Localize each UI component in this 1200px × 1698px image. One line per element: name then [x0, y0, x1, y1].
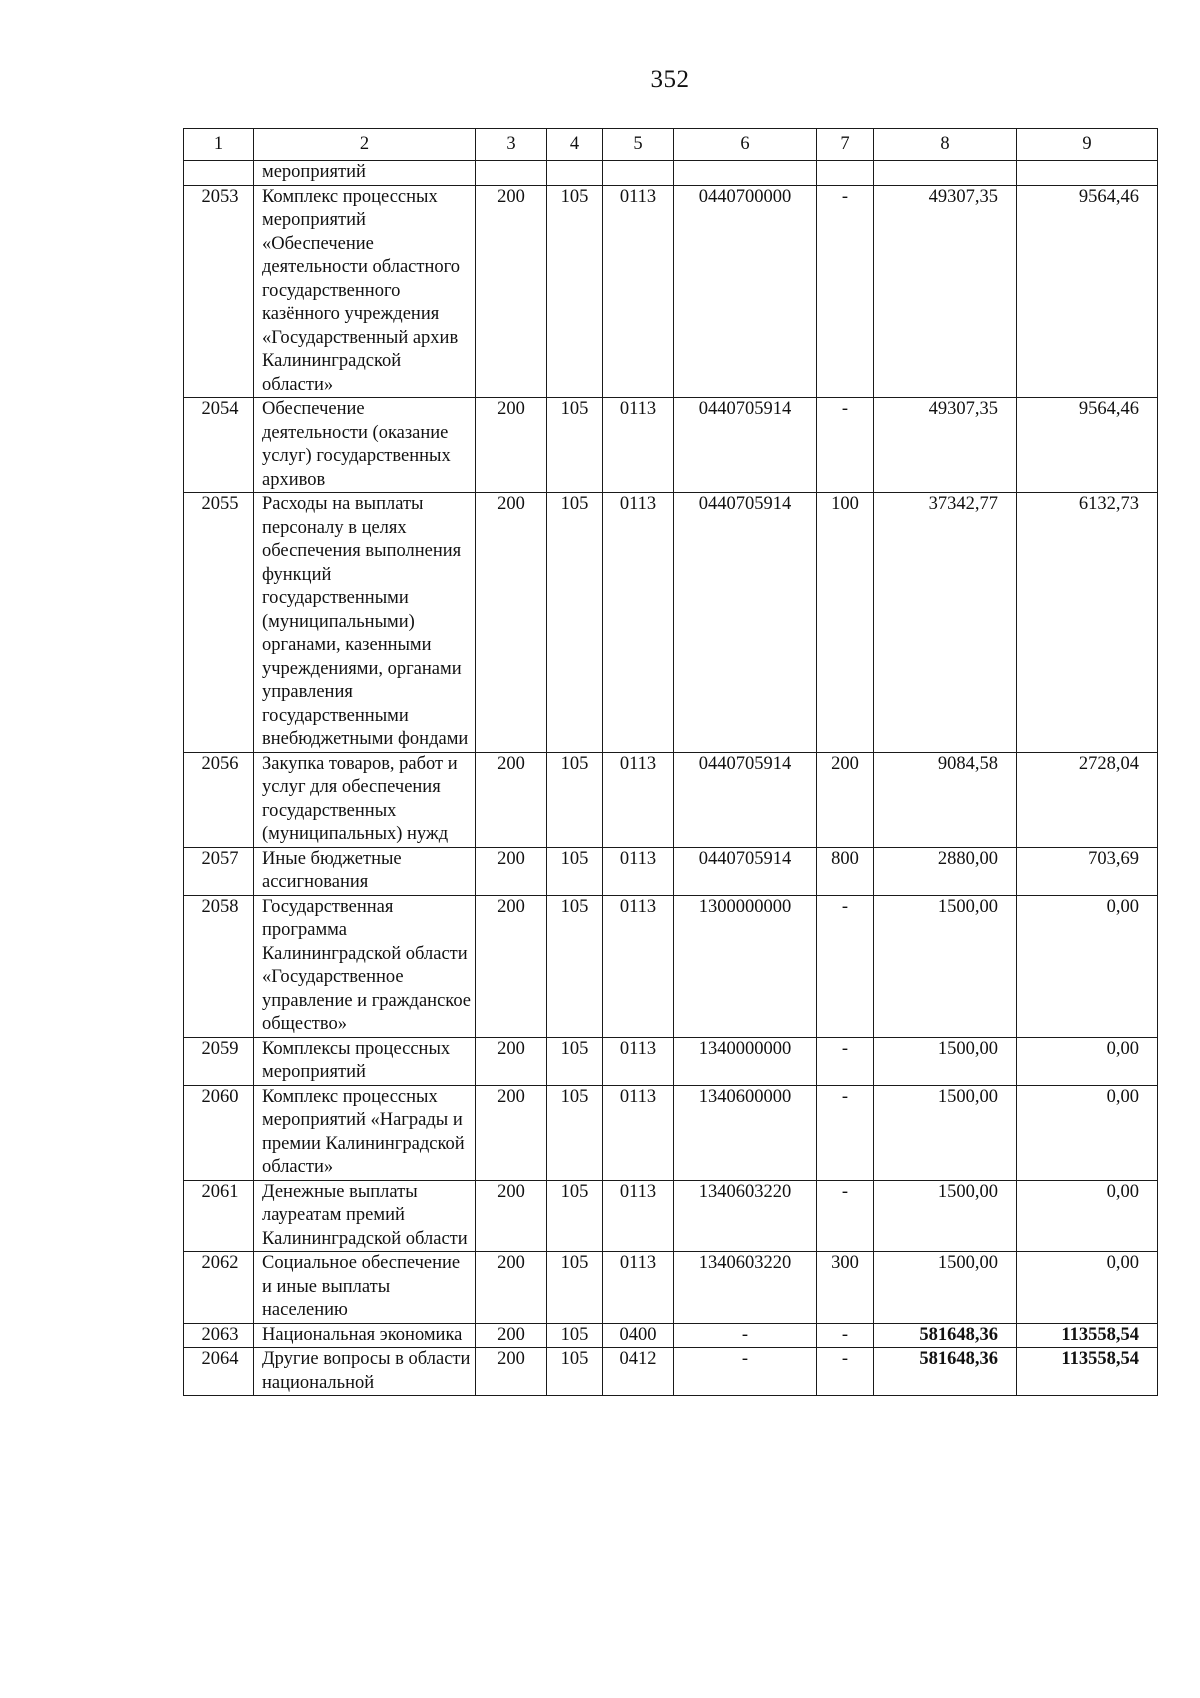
cell-col5: 0113	[603, 752, 674, 847]
row-id: 2061	[184, 1180, 254, 1252]
cell-col9: 703,69	[1017, 847, 1158, 895]
row-name: Обеспечение деятельности (оказание услуг) государственных архивов	[254, 398, 476, 493]
column-header: 3	[476, 129, 547, 161]
row-name: Социальное обеспечение и иные выплаты населению	[254, 1252, 476, 1324]
cell-col8: 49307,35	[874, 185, 1017, 398]
cell-col7: 100	[817, 493, 874, 753]
row-name: мероприятий	[254, 161, 476, 186]
cell-col4: 105	[547, 1252, 603, 1324]
cell-col3: 200	[476, 493, 547, 753]
cell-col9: 2728,04	[1017, 752, 1158, 847]
table-row	[184, 493, 1158, 753]
row-id: 2054	[184, 398, 254, 493]
cell-col5	[603, 161, 674, 186]
table-row	[184, 1180, 1158, 1252]
cell-col7: 800	[817, 847, 874, 895]
cell-col7: -	[817, 1037, 874, 1085]
cell-col3: 200	[476, 895, 547, 1037]
table-body	[184, 161, 1158, 1396]
cell-col9: 0,00	[1017, 1037, 1158, 1085]
budget-table	[183, 128, 1158, 1396]
table-row	[184, 185, 1158, 398]
cell-col7: 300	[817, 1252, 874, 1324]
cell-col4: 105	[547, 895, 603, 1037]
cell-col5: 0400	[603, 1323, 674, 1348]
row-id: 2063	[184, 1323, 254, 1348]
cell-col5: 0113	[603, 1180, 674, 1252]
cell-col3: 200	[476, 1085, 547, 1180]
table-row	[184, 752, 1158, 847]
cell-col8: 1500,00	[874, 895, 1017, 1037]
cell-col9: 0,00	[1017, 895, 1158, 1037]
cell-col4: 105	[547, 1037, 603, 1085]
column-header: 6	[674, 129, 817, 161]
cell-col3: 200	[476, 1323, 547, 1348]
cell-col9: 9564,46	[1017, 185, 1158, 398]
table-row	[184, 1348, 1158, 1396]
column-header: 2	[254, 129, 476, 161]
column-header: 9	[1017, 129, 1158, 161]
row-name: Другие вопросы в области национальной	[254, 1348, 476, 1396]
cell-col4	[547, 161, 603, 186]
cell-col4: 105	[547, 493, 603, 753]
cell-col6: 0440700000	[674, 185, 817, 398]
table-row	[184, 847, 1158, 895]
cell-col6: -	[674, 1348, 817, 1396]
cell-col3: 200	[476, 752, 547, 847]
row-id: 2056	[184, 752, 254, 847]
row-name: Иные бюджетные ассигнования	[254, 847, 476, 895]
row-id: 2062	[184, 1252, 254, 1324]
cell-col8	[874, 161, 1017, 186]
table-row	[184, 398, 1158, 493]
row-id: 2058	[184, 895, 254, 1037]
cell-col5: 0113	[603, 493, 674, 753]
cell-col7: -	[817, 398, 874, 493]
column-header: 4	[547, 129, 603, 161]
cell-col8: 1500,00	[874, 1085, 1017, 1180]
row-id: 2053	[184, 185, 254, 398]
page-number: 352	[650, 66, 690, 93]
cell-col7: -	[817, 1323, 874, 1348]
cell-col6: 0440705914	[674, 493, 817, 753]
cell-col9	[1017, 161, 1158, 186]
row-id: 2055	[184, 493, 254, 753]
cell-col9: 0,00	[1017, 1085, 1158, 1180]
cell-col8: 581648,36	[874, 1348, 1017, 1396]
row-name: Государственная программа Калининградской области «Государственное управление и гражданское общество»	[254, 895, 476, 1037]
cell-col8: 37342,77	[874, 493, 1017, 753]
cell-col6: 0440705914	[674, 847, 817, 895]
cell-col5: 0113	[603, 185, 674, 398]
row-id	[184, 161, 254, 186]
cell-col9: 0,00	[1017, 1180, 1158, 1252]
cell-col4: 105	[547, 185, 603, 398]
row-name: Национальная экономика	[254, 1323, 476, 1348]
cell-col5: 0412	[603, 1348, 674, 1396]
cell-col3: 200	[476, 1037, 547, 1085]
cell-col3: 200	[476, 1180, 547, 1252]
row-name: Комплекс процессных мероприятий «Награды и премии Калининградской области»	[254, 1085, 476, 1180]
row-name: Комплексы процессных мероприятий	[254, 1037, 476, 1085]
cell-col3: 200	[476, 1348, 547, 1396]
column-header: 7	[817, 129, 874, 161]
row-id: 2059	[184, 1037, 254, 1085]
cell-col8: 2880,00	[874, 847, 1017, 895]
cell-col8: 1500,00	[874, 1180, 1017, 1252]
cell-col7	[817, 161, 874, 186]
row-name: Комплекс процессных мероприятий «Обеспечение деятельности областного государственного казённого учреждения «Государственный архив Калининградской области»	[254, 185, 476, 398]
cell-col9: 9564,46	[1017, 398, 1158, 493]
cell-col4: 105	[547, 847, 603, 895]
cell-col6: 1340603220	[674, 1180, 817, 1252]
cell-col8: 9084,58	[874, 752, 1017, 847]
cell-col7: -	[817, 895, 874, 1037]
cell-col4: 105	[547, 752, 603, 847]
cell-col4: 105	[547, 398, 603, 493]
cell-col7: 200	[817, 752, 874, 847]
cell-col7: -	[817, 1085, 874, 1180]
cell-col5: 0113	[603, 398, 674, 493]
table-row	[184, 895, 1158, 1037]
row-name: Денежные выплаты лауреатам премий Калининградской области	[254, 1180, 476, 1252]
table-row	[184, 1037, 1158, 1085]
table-row	[184, 1252, 1158, 1324]
cell-col9: 113558,54	[1017, 1323, 1158, 1348]
header-row	[184, 129, 1158, 161]
cell-col8: 49307,35	[874, 398, 1017, 493]
cell-col7: -	[817, 1348, 874, 1396]
cell-col6: 0440705914	[674, 752, 817, 847]
cell-col6: 1340603220	[674, 1252, 817, 1324]
cell-col6: 0440705914	[674, 398, 817, 493]
cell-col9: 113558,54	[1017, 1348, 1158, 1396]
column-header: 8	[874, 129, 1017, 161]
cell-col3: 200	[476, 185, 547, 398]
table-row	[184, 161, 1158, 186]
cell-col6: -	[674, 1323, 817, 1348]
cell-col3: 200	[476, 398, 547, 493]
cell-col5: 0113	[603, 1037, 674, 1085]
row-id: 2060	[184, 1085, 254, 1180]
cell-col8: 1500,00	[874, 1252, 1017, 1324]
cell-col3: 200	[476, 847, 547, 895]
cell-col5: 0113	[603, 847, 674, 895]
cell-col9: 6132,73	[1017, 493, 1158, 753]
cell-col6: 1340000000	[674, 1037, 817, 1085]
row-id: 2057	[184, 847, 254, 895]
table-row	[184, 1323, 1158, 1348]
row-name: Расходы на выплаты персоналу в целях обеспечения выполнения функций государственными (муниципальными) органами, казенными учреждениями, органами управления государственными внебюджетными фондами	[254, 493, 476, 753]
cell-col6	[674, 161, 817, 186]
table-row	[184, 1085, 1158, 1180]
row-name: Закупка товаров, работ и услуг для обеспечения государственных (муниципальных) нужд	[254, 752, 476, 847]
cell-col8: 1500,00	[874, 1037, 1017, 1085]
cell-col4: 105	[547, 1085, 603, 1180]
cell-col5: 0113	[603, 1252, 674, 1324]
row-id: 2064	[184, 1348, 254, 1396]
column-header: 5	[603, 129, 674, 161]
cell-col6: 1340600000	[674, 1085, 817, 1180]
cell-col5: 0113	[603, 1085, 674, 1180]
cell-col7: -	[817, 1180, 874, 1252]
cell-col6: 1300000000	[674, 895, 817, 1037]
cell-col3	[476, 161, 547, 186]
cell-col4: 105	[547, 1348, 603, 1396]
column-header: 1	[184, 129, 254, 161]
cell-col8: 581648,36	[874, 1323, 1017, 1348]
cell-col4: 105	[547, 1180, 603, 1252]
cell-col9: 0,00	[1017, 1252, 1158, 1324]
cell-col4: 105	[547, 1323, 603, 1348]
cell-col3: 200	[476, 1252, 547, 1324]
cell-col5: 0113	[603, 895, 674, 1037]
cell-col7: -	[817, 185, 874, 398]
